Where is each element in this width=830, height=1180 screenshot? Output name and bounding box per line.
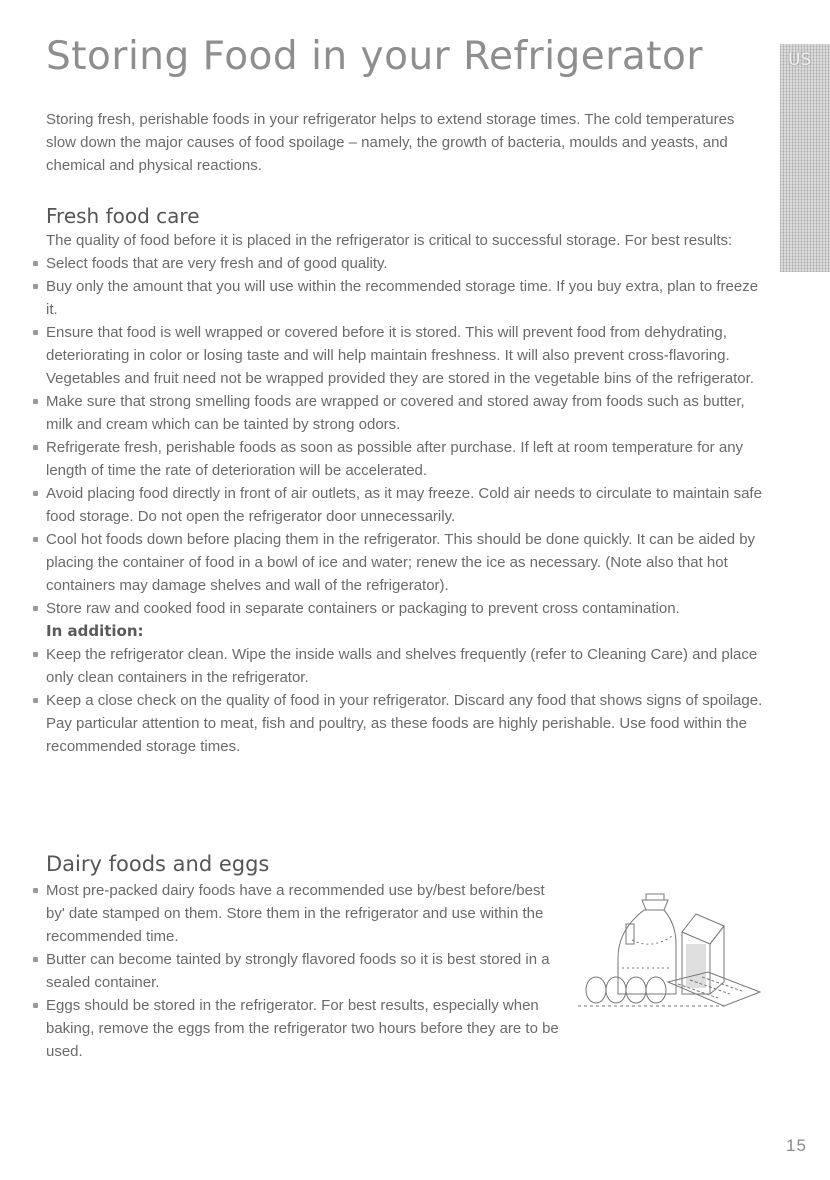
list-item: Store raw and cooked food in separate containers or packaging to prevent cross contamination. [46,597,768,620]
list-item: Refrigerate fresh, perishable foods as soon as possible after purchase. If left at room temperature for any length of time the rate of deterioration will be accelerated. [46,436,768,482]
dairy-section [46,851,566,1063]
section-tab [780,44,830,272]
fresh-food-care-heading: Fresh food care [46,204,200,228]
in-addition-label: In addition: [46,622,144,640]
dairy-list [46,879,566,1063]
list-item: Avoid placing food directly in front of air outlets, as it may freeze. Cold air needs to circulate to maintain safe food storage. Do not open the refrigerator door unnecessarily. [46,482,768,528]
fresh-food-care-intro: The quality of food before it is placed in the refrigerator is critical to successful storage. For best results: [46,232,733,249]
list-item: Keep a close check on the quality of food in your refrigerator. Discard any food that shows signs of spoilage. Pay particular attention to meat, fish and poultry, as these foods are highly perishable. Use food within the recommended storage times. [46,689,768,758]
intro-paragraph: Storing fresh, perishable foods in your refrigerator helps to extend storage times. The cold temperatures slow down the major causes of food spoilage – namely, the growth of bacteria, moulds and yeasts, and chemical and physical reactions. [46,111,735,174]
list-item: Buy only the amount that you will use within the recommended storage time. If you buy extra, plan to freeze it. [46,275,768,321]
intro-section [46,108,768,177]
fresh-food-care-list [46,252,768,620]
page-title: Storing Food in your Refrigerator [46,34,703,79]
additional-list [46,643,768,758]
list-item: Eggs should be stored in the refrigerator. For best results, especially when baking, remove the eggs from the refrigerator two hours before they are to be used. [46,994,566,1063]
list-item: Keep the refrigerator clean. Wipe the inside walls and shelves frequently (refer to Cleaning Care) and place only clean containers in the refrigerator. [46,643,768,689]
page-number: 15 [786,1136,807,1155]
list-item: Select foods that are very fresh and of good quality. [46,252,768,275]
list-item: Make sure that strong smelling foods are wrapped or covered and stored away from foods such as butter, milk and cream which can be tainted by strong odors. [46,390,768,436]
list-item: Most pre-packed dairy foods have a recommended use by/best before/best by' date stamped on them. Store them in the refrigerator and use within the recommended time. [46,879,566,948]
list-item: Cool hot foods down before placing them in the refrigerator. This should be done quickly. It can be aided by placing the container of food in a bowl of ice and water; renew the ice as necessary. (Note also that hot containers may damage shelves and wall of the refrigerator). [46,528,768,597]
dairy-eggs-illustration [578,880,768,1010]
dairy-heading: Dairy foods and eggs [46,852,270,876]
fresh-food-care-section [46,203,768,758]
list-item: Butter can become tainted by strongly flavored foods so it is best stored in a sealed container. [46,948,566,994]
list-item: Ensure that food is well wrapped or covered before it is stored. This will prevent food from dehydrating, deteriorating in color or losing taste and will help maintain freshness. It will also prevent cross-flavoring. Vegetables and fruit need not be wrapped provided they are stored in the vegetable bins of the refrigerator. [46,321,768,390]
section-tab-label: US [788,50,812,70]
